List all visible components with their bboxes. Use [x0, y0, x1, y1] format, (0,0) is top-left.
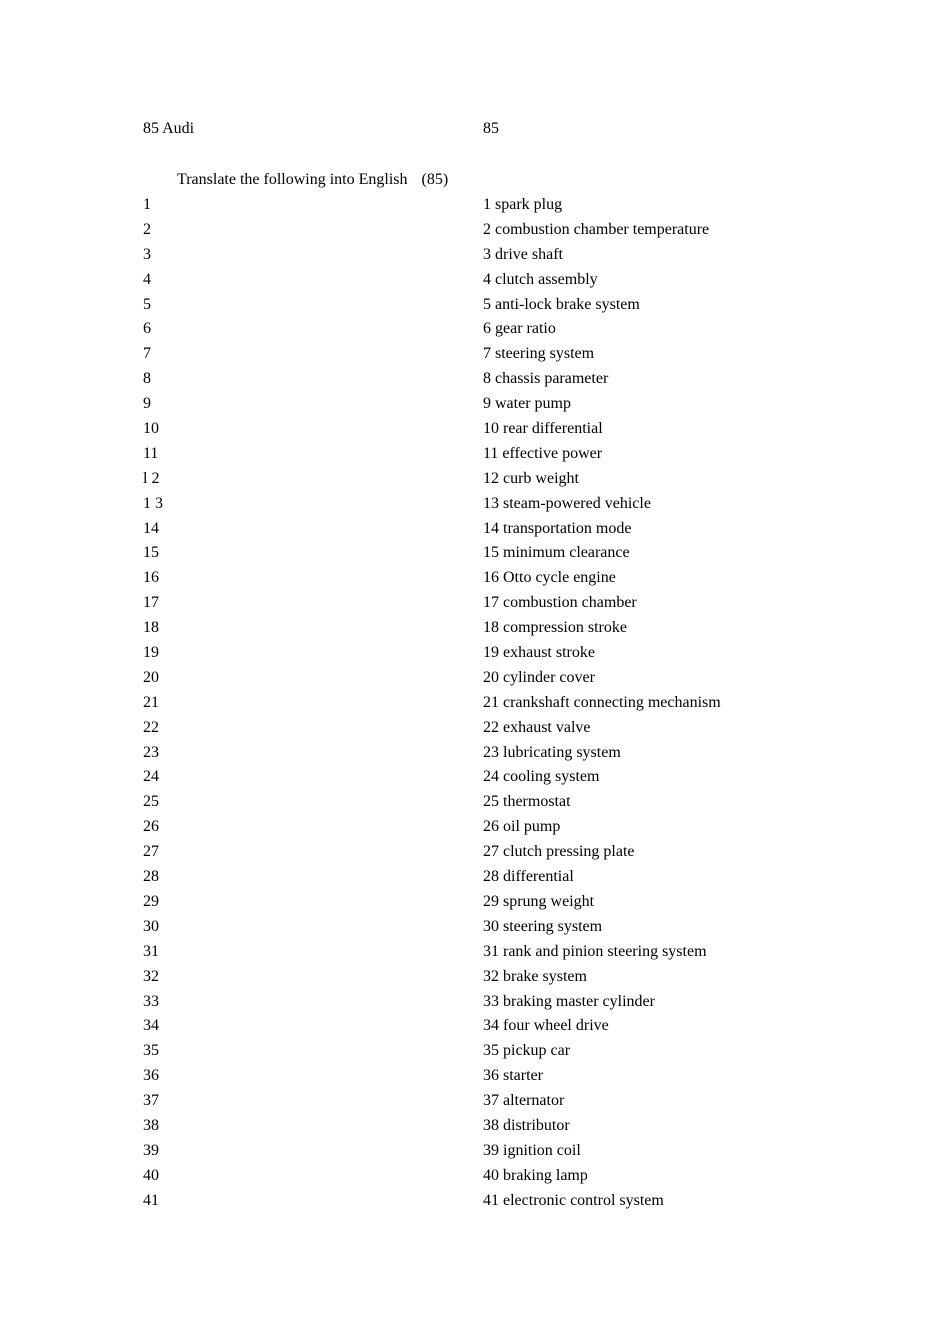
- list-item: [0, 718, 950, 743]
- item-term: 33 braking master cylinder: [483, 992, 655, 1010]
- item-number: 19: [143, 644, 159, 662]
- item-number: 2: [143, 220, 151, 238]
- item-term: 8 chassis parameter: [483, 370, 609, 388]
- item-number: 39: [143, 1141, 159, 1159]
- item-term: 37 alternator: [483, 1092, 565, 1110]
- list-item: [0, 319, 950, 344]
- item-number: 36: [143, 1067, 159, 1085]
- list-item: [0, 494, 950, 519]
- list-item: [0, 245, 950, 270]
- item-number: 21: [143, 693, 159, 711]
- list-item: [0, 792, 950, 817]
- item-term: 3 drive shaft: [483, 245, 563, 263]
- list-item: [0, 867, 950, 892]
- list-item: [0, 1041, 950, 1066]
- item-number: 1: [143, 196, 151, 213]
- item-number: 29: [143, 892, 159, 910]
- item-number: 26: [143, 818, 159, 836]
- header-score: 85: [483, 120, 499, 137]
- item-number: 16: [143, 569, 159, 587]
- item-term: 1 spark plug: [483, 196, 563, 213]
- list-item: [0, 519, 950, 544]
- item-number: 23: [143, 743, 159, 761]
- item-term: 13 steam-powered vehicle: [483, 494, 651, 512]
- list-item: [0, 394, 950, 419]
- instruction-text: Translate the following into English: [177, 171, 408, 188]
- list-item: [0, 593, 950, 618]
- item-number: 4: [143, 270, 151, 288]
- item-term: 5 anti-lock brake system: [483, 295, 640, 313]
- item-term: 25 thermostat: [483, 793, 571, 811]
- item-term: 34 four wheel drive: [483, 1017, 609, 1035]
- list-item: [0, 668, 950, 693]
- list-item: [0, 693, 950, 718]
- item-number: 7: [143, 345, 151, 363]
- list-item: [0, 195, 950, 220]
- list-item: [0, 1116, 950, 1141]
- item-number: 33: [143, 992, 159, 1010]
- item-term: 29 sprung weight: [483, 892, 595, 910]
- list-item: [0, 743, 950, 768]
- item-term: 7 steering system: [483, 345, 595, 363]
- item-term: 22 exhaust valve: [483, 718, 591, 736]
- header-title: 85 Audi: [143, 120, 195, 137]
- item-number: 15: [143, 544, 159, 562]
- item-number: 40: [143, 1166, 159, 1184]
- list-item: [0, 817, 950, 842]
- item-term: 31 rank and pinion steering system: [483, 942, 707, 960]
- list-item: [0, 1066, 950, 1091]
- list-item: [0, 767, 950, 792]
- item-term: 2 combustion chamber temperature: [483, 220, 710, 238]
- list-item: [0, 842, 950, 867]
- list-item: [0, 1016, 950, 1041]
- item-number: 5: [143, 295, 151, 313]
- list-item: [0, 643, 950, 668]
- item-number: 8: [143, 370, 151, 388]
- item-term: 35 pickup car: [483, 1042, 571, 1060]
- item-number: 1 3: [143, 494, 163, 512]
- list-item: [0, 892, 950, 917]
- instruction-line: [177, 170, 448, 190]
- item-number: 6: [143, 320, 151, 338]
- list-item: [0, 1166, 950, 1191]
- item-number: 18: [143, 619, 159, 637]
- item-term: 28 differential: [483, 868, 574, 886]
- item-term: 15 minimum clearance: [483, 544, 630, 562]
- item-term: 36 starter: [483, 1067, 543, 1085]
- item-number: l 2: [143, 469, 160, 487]
- item-term: 38 distributor: [483, 1116, 570, 1134]
- list-item: [0, 344, 950, 369]
- item-number: 34: [143, 1017, 159, 1035]
- item-number: 9: [143, 395, 151, 413]
- item-number: 30: [143, 917, 159, 935]
- term-list: [0, 195, 950, 1216]
- item-number: 22: [143, 718, 159, 736]
- item-number: 3: [143, 245, 151, 263]
- list-item: [0, 568, 950, 593]
- item-term: 14 transportation mode: [483, 519, 632, 537]
- item-term: 41 electronic control system: [483, 1191, 664, 1209]
- list-item: [0, 992, 950, 1017]
- item-term: 6 gear ratio: [483, 320, 556, 338]
- item-term: 18 compression stroke: [483, 619, 627, 637]
- item-number: 11: [143, 444, 159, 462]
- item-term: 9 water pump: [483, 395, 571, 413]
- list-item: [0, 419, 950, 444]
- item-term: 30 steering system: [483, 917, 603, 935]
- item-number: 28: [143, 868, 159, 886]
- item-term: 26 oil pump: [483, 818, 561, 836]
- item-term: 24 cooling system: [483, 768, 600, 786]
- item-number: 10: [143, 420, 159, 438]
- instruction-score: (85): [421, 171, 449, 188]
- item-number: 38: [143, 1116, 159, 1134]
- item-number: 41: [143, 1191, 159, 1209]
- list-item: [0, 618, 950, 643]
- list-item: [0, 220, 950, 245]
- list-item: [0, 967, 950, 992]
- item-term: 39 ignition coil: [483, 1141, 581, 1159]
- item-term: 27 clutch pressing plate: [483, 843, 635, 861]
- item-term: 19 exhaust stroke: [483, 644, 595, 662]
- list-item: [0, 469, 950, 494]
- item-number: 25: [143, 793, 159, 811]
- list-item: [0, 369, 950, 394]
- list-item: [0, 270, 950, 295]
- item-term: 21 crankshaft connecting mechanism: [483, 693, 721, 711]
- list-item: [0, 1141, 950, 1166]
- item-term: 20 cylinder cover: [483, 668, 595, 686]
- item-term: 32 brake system: [483, 967, 587, 985]
- item-term: 10 rear differential: [483, 420, 603, 438]
- item-term: 23 lubricating system: [483, 743, 621, 761]
- item-term: 11 effective power: [483, 444, 603, 462]
- item-term: 17 combustion chamber: [483, 594, 637, 612]
- list-item: [0, 1191, 950, 1216]
- list-item: [0, 1091, 950, 1116]
- list-item: [0, 942, 950, 967]
- item-number: 14: [143, 519, 159, 537]
- item-number: 32: [143, 967, 159, 985]
- item-number: 37: [143, 1092, 159, 1110]
- item-number: 31: [143, 942, 159, 960]
- list-item: [0, 543, 950, 568]
- item-number: 17: [143, 594, 159, 612]
- item-number: 20: [143, 668, 159, 686]
- item-term: 40 braking lamp: [483, 1166, 588, 1184]
- item-number: 27: [143, 843, 159, 861]
- list-item: [0, 917, 950, 942]
- item-number: 35: [143, 1042, 159, 1060]
- item-term: 4 clutch assembly: [483, 270, 598, 288]
- item-number: 24: [143, 768, 159, 786]
- item-term: 16 Otto cycle engine: [483, 569, 616, 587]
- list-item: [0, 444, 950, 469]
- item-term: 12 curb weight: [483, 469, 579, 487]
- list-item: [0, 295, 950, 320]
